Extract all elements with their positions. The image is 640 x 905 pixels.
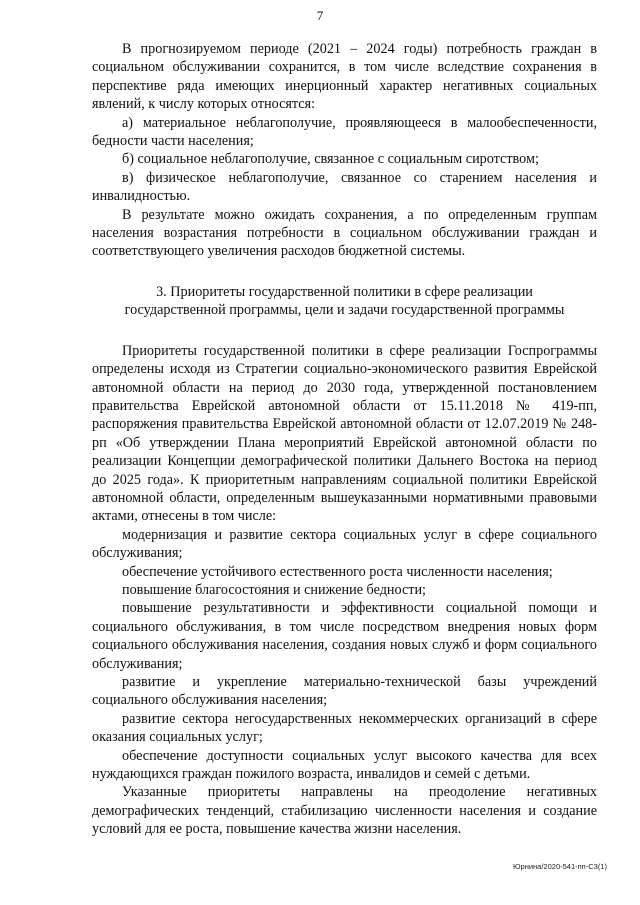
list-item-infrastructure: развитие и укрепление материально-технической базы учреждений социального обслуживания населения; xyxy=(92,674,597,709)
list-item-welfare: повышение благосостояния и снижение бедности; xyxy=(122,581,426,598)
document-code: Юрнина/2020-541-пп-С3(1) xyxy=(512,862,607,871)
paragraph-item-c: в) физическое неблагополучие, связанное со старением населения и инвалидностью. xyxy=(92,169,597,205)
list-item-population-growth: обеспечение устойчивого естественного роста численности населения; xyxy=(122,563,553,580)
list-item-modernization: модернизация и развитие сектора социальных услуг в сфере социального обслуживания; xyxy=(92,526,597,562)
paragraph-item-b: б) социальное неблагополучие, связанное с социальным сиротством; xyxy=(122,151,539,168)
list-item-efficiency: повышение результативности и эффективности социальной помощи и социального обслуживания, в том числе посредством внедрения новых форм социального обслуживания населения, создания новых служб и форм социального обслуживания; xyxy=(92,600,597,672)
paragraph-result: В результате можно ожидать сохранения, а по определенным группам населения возрастания потребности в социальном обслуживании граждан и соответствующего увеличения расходов бюджетной системы. xyxy=(92,206,597,260)
list-item-nonprofit: развитие сектора негосударственных некоммерческих организаций в сфере оказания социальных услуг; xyxy=(92,710,597,746)
paragraph-priorities: Приоритеты государственной политики в сфере реализации Госпрограммы определены исходя из Стратегии социально-экономического развития Еврейской автономной области на период до 2030 года, утвержденной постановлением правительства Еврейской автономной области от 15.11.2018 № 419-пп, распоряжения правительства Еврейской автономной области от 12.07.2019 № 248-рп «Об утверждении Плана мероприятий Еврейской автономной области по реализации Концепции демографической политики Дальнего Востока на период до 2025 года». К приоритетным направлениям социальной политики Еврейской автономной области, определенным вышеуказанными нормативными правовыми актами, отнесены в том числе: xyxy=(92,342,597,525)
paragraph-item-a: а) материальное неблагополучие, проявляющееся в малообеспеченности, бедности части населения; xyxy=(92,114,597,150)
section-heading: 3. Приоритеты государственной политики в сфере реализации государственной программы, цели и задачи государственной программы xyxy=(124,283,565,319)
paragraph-conclusion: Указанные приоритеты направлены на преодоление негативных демографических тенденций, стабилизацию численности населения и создание условий для ее роста, повышение качества жизни населения. xyxy=(92,784,597,838)
page-number: 7 xyxy=(316,8,324,23)
document-body xyxy=(92,40,597,839)
paragraph-forecast: В прогнозируемом периоде (2021 – 2024 годы) потребность граждан в социальном обслуживании сохранится, в том числе вследствие сохранения в перспективе ряда имеющих инерционный характер негативных социальных явлений, к числу которых относятся: xyxy=(92,41,597,113)
list-item-accessibility: обеспечение доступности социальных услуг высокого качества для всех нуждающихся граждан пожилого возраста, инвалидов и семей с детьми. xyxy=(92,747,597,783)
